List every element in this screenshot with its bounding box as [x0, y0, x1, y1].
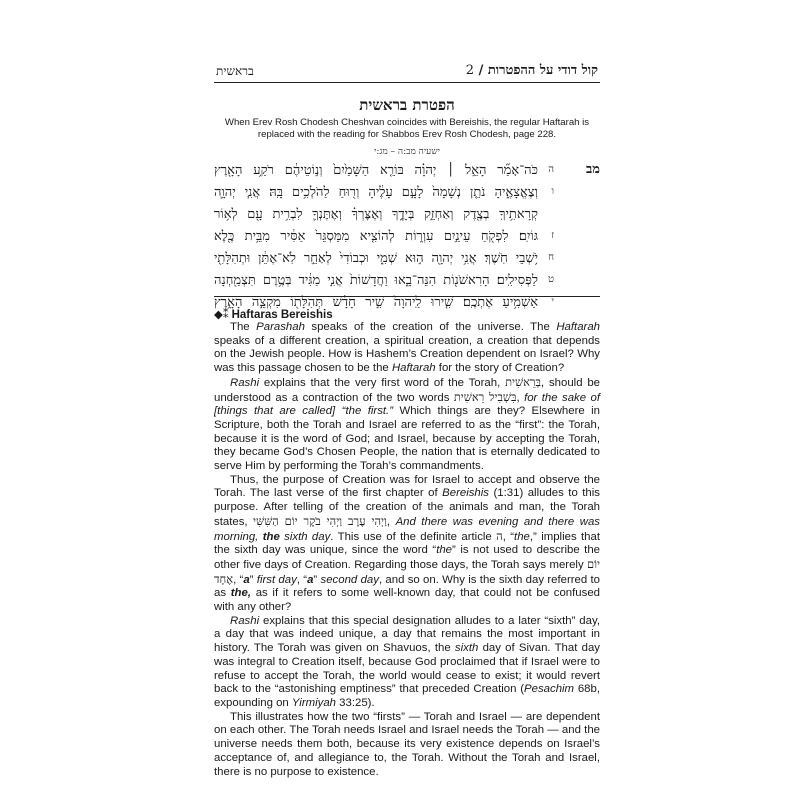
chapter-number: מב	[586, 162, 600, 177]
commentary-paragraph	[214, 376, 600, 474]
text-run: speaks of a different creation, a spiritual creation, a creation that depends on the Jewish people. How is Hashem’s Creation dependent on Israel? Why was this passage chosen to be the	[214, 334, 600, 375]
verse-text: לַפְּסִילִֽים׃ הָרִאשֹׁנ֖וֹת הִנֵּה־בָ֑אוּ וַחֲדָשׁוֹת֙ אֲנִ֣י מַגִּ֔יד בְּטֶ֥רֶם תִּצְמַ֖חְנָה	[214, 273, 538, 288]
text-run: Haftarah	[556, 321, 601, 333]
text-run: Pesachim	[524, 683, 575, 696]
hebrew-term: ה	[496, 528, 503, 543]
text-run: , “	[502, 530, 515, 543]
verse-number: ח	[548, 252, 554, 263]
verse-text: קְרָאתִ֥יךָֽ בְצֶ֖דֶק וְאַחְזֵ֣ק בְּיָדֶ֑ךָ וְאֶצׇּרְךָ֗ וְאֶתֶּנְךָ֛ לִבְרִ֥ית עָ֖ם לְא֥וֹר	[214, 207, 538, 222]
text-run: Thus, the purpose of Creation was for Israel to accept and observe the Torah. The last verse of the first chapter of	[214, 473, 600, 500]
commentary-body	[214, 321, 600, 779]
hebrew-term: יוֹם אֶחָד	[214, 556, 600, 586]
verse-text: כֹּה־אָמַ֞ר הָאֵ֣ל ׀ יְהוָ֗ה בּוֹרֵ֤א הַשָּׁמַ֙יִם֙ וְנ֣וֹטֵיהֶ֔ם רֹקַ֥ע הָאָ֖רֶץ	[214, 163, 538, 178]
text-run: speaks of the creation of the universe. The	[304, 321, 557, 333]
haftarah-note: When Erev Rosh Chodesh Cheshvan coincides with Bereishis, the regular Haftarah is replaced with the reading for Shabbos Erev Rosh Chodesh, page 228.	[224, 117, 590, 140]
text-run: a	[307, 573, 314, 586]
commentary-heading	[214, 307, 333, 321]
text-run: the	[262, 530, 280, 543]
verse-line	[214, 249, 554, 271]
text-run: a	[243, 573, 250, 586]
section-divider	[214, 296, 600, 297]
verse-number: ט	[547, 274, 554, 285]
text-run: Yirmiyah	[291, 696, 337, 709]
text-run: , “	[233, 573, 244, 586]
text-run: The	[230, 321, 257, 333]
verse-line	[214, 227, 554, 249]
text-run: the	[436, 544, 453, 557]
text-run: for the story of Creation?	[435, 362, 565, 375]
text-run: the,	[230, 587, 251, 600]
haftarah-title: הפטרת בראשית	[359, 96, 455, 114]
verse-number: י	[551, 296, 554, 307]
hebrew-term: וַיְהִי עֶרֶב וַיְהִי בֹקֶר יוֹם הַשִּׁשִּׁי	[253, 513, 387, 528]
text-run: Parashah	[256, 321, 305, 333]
book-title: קול דודי על ההפטרות	[487, 63, 598, 78]
hebrew-term: בִּשְׁבִיל רֵאשִׁית	[453, 389, 517, 404]
commentary-heading-text: Haftaras Bereishis	[231, 309, 333, 321]
text-run: This illustrates how the two “firsts” — Torah and Israel — are dependent on each other. The Torah needs Israel and Israel needs the Torah — and the universe needs them both, because its very existence depends on Israel’s acceptance of, and allegiance to, the Torah. Without the Torah and Israel, there is no purpose to existence.	[214, 710, 600, 778]
verse-line	[214, 161, 554, 183]
verse-text: יֹ֥שְׁבֵי חֹֽשֶׁךְ׃ אֲנִ֥י יְהוָ֖ה ה֣וּא שְׁמִ֑י וּכְבוֹדִי֙ לְאַחֵ֣ר לֹֽא־אֶתֵּ֔ן וּתְהִלָּתִ֖י	[214, 251, 538, 266]
text-run: for the sake of [things that are called] “the first.”	[214, 391, 600, 418]
verse-number: ה	[548, 164, 554, 175]
text-run: sixth day	[279, 530, 331, 543]
hebrew-verses	[214, 161, 554, 315]
verse-text: אַשְׁמִ֥יעַ אֶתְכֶֽם׃ שִׁ֤ירוּ לַֽיהוָה֙ שִׁ֣יר חָדָ֔שׁ תְּהִלָּת֖וֹ מִקְצֵ֣ה הָאָ֑רֶץ	[214, 295, 538, 310]
text-run: as if it refers to some well-known day, that could not be confused with any other?	[214, 587, 600, 614]
text-run: Rashi	[230, 376, 260, 389]
text-run: ,” implies that the sixth day was unique, since the word “	[214, 530, 601, 557]
verse-number: ז	[551, 230, 554, 241]
text-run: , should be understood as a contraction of the two words	[214, 376, 600, 404]
text-run: 68b, expounding on	[214, 683, 600, 709]
verse-text: וְצֶאֱצָאֶ֑יהָ נֹתֵ֤ן נְשָׁמָה֙ לָעָ֣ם עָלֶ֔יהָ וְר֖וּחַ לַהֹלְכִ֥ים בָּֽהּ׃ אֲנִ֧י יְהוָ֛ה	[214, 185, 538, 200]
page-number: 2	[465, 63, 475, 78]
text-run: ,	[386, 515, 396, 528]
text-run: explains that this special designation alludes to a later “sixth” day, a day that was indeed unique, a day that remains the most important in history. The Torah was given on Shavuos, the	[214, 614, 600, 655]
text-run: Bereishis	[442, 487, 489, 500]
ornament-icon: ◆⁑	[214, 309, 229, 321]
text-run: (1:31) alludes to this purpose. After telling of the creation of the animals and man, the Torah states,	[214, 487, 600, 528]
text-run: 33:25).	[336, 696, 375, 709]
running-header	[214, 62, 600, 83]
text-run: , and so on. Why is the sixth day referred to as	[214, 573, 601, 600]
commentary-paragraph	[214, 615, 600, 711]
running-title: בראשית	[216, 64, 254, 78]
text-run: explains that the very first word of the Torah,	[259, 376, 506, 389]
book-header-title: קול דודי על ההפטרות / 2	[465, 63, 598, 78]
text-run: Rashi	[230, 614, 260, 627]
verse-text: גּוֹיִֽם׃ לִפְקֹ֖חַ עֵינַ֣יִם עִוְר֑וֹת לְהוֹצִ֤יא מִמַּסְגֵּר֙ אַסִּ֔יר מִבֵּ֥ית כֶּ֖לֶא	[214, 229, 538, 244]
scripture-source: ישעיה מב:ה – מג:י	[373, 147, 441, 157]
text-run: Haftarah	[391, 362, 436, 375]
text-run: , “	[296, 573, 308, 586]
text-run: ” is not used to describe the other five days of Creation. Regarding those days, the Torah says merely	[214, 544, 600, 571]
text-run: Which things are they? Elsewhere in Scripture, both the Torah and Israel are referred to as the “first”: the Torah, because it is the word of God; and Israel, because by accepting the Torah, they became God’s Chosen People, the nation that is eternally dedicated to serve Him by performing the Torah’s commandments.	[214, 405, 600, 473]
text-run: ,	[516, 391, 525, 404]
text-run: And there was evening and there was morning,	[214, 515, 600, 543]
verse-line	[214, 205, 554, 227]
text-run: ”	[313, 573, 321, 586]
text-run: first day	[256, 573, 297, 586]
verse-line	[214, 271, 554, 293]
commentary-paragraph	[214, 321, 600, 376]
text-run: the	[514, 530, 530, 543]
commentary-paragraph	[214, 474, 600, 615]
commentary-paragraph	[214, 711, 600, 780]
text-run: day of Sivan. That day was integral to Creation itself, because God proclaimed that if Israel were to refuse to accept the Torah, the world would cease to exist; it would revert back to the “astonishing emptiness” that preceded Creation (	[214, 642, 600, 696]
text-run: sixth	[454, 642, 479, 655]
text-run: ”	[249, 573, 257, 586]
text-run: . This use of the definite article	[330, 530, 497, 543]
hebrew-term: בְּרֵאשִׁית	[505, 374, 541, 389]
text-run: second day	[320, 573, 379, 586]
verse-line	[214, 183, 554, 205]
verse-number: ו	[551, 186, 554, 197]
